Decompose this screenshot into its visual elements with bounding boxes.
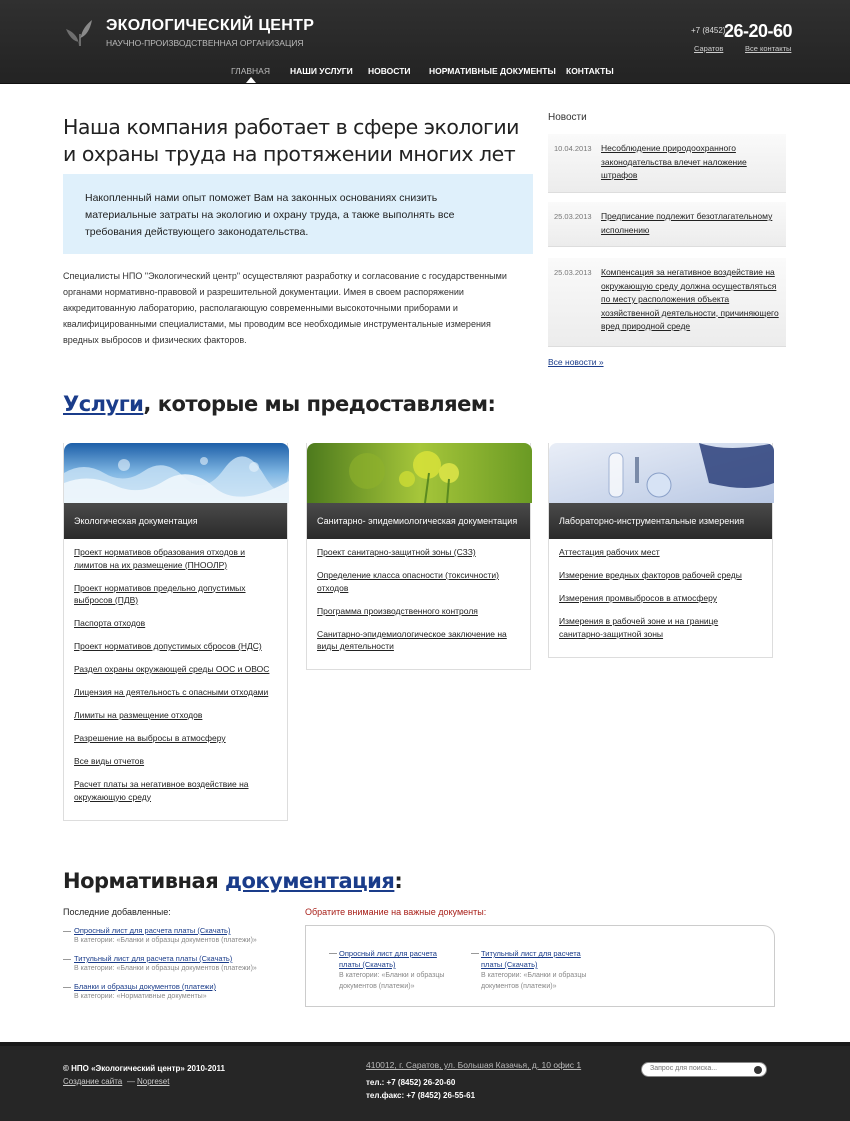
list-item	[74, 778, 277, 803]
nav-item-services[interactable]: НАШИ УСЛУГИ	[290, 66, 353, 76]
list-item	[339, 948, 459, 992]
service-link[interactable]: Разрешение на выбросы в атмосферу	[74, 733, 226, 743]
dash-icon	[63, 959, 71, 960]
plant-image	[307, 443, 532, 503]
doc-category: В категории: «Бланки и образцы документов (платежи)»	[481, 972, 587, 990]
list-item	[74, 663, 277, 676]
list-item	[559, 615, 762, 640]
site-creation-link[interactable]: Создание сайта	[63, 1077, 123, 1086]
site-header	[0, 0, 850, 84]
list-item	[317, 569, 520, 594]
docs-heading-text: Нормативная	[63, 869, 226, 893]
service-link[interactable]: Все виды отчетов	[74, 756, 145, 766]
news-heading: Новости	[548, 112, 587, 123]
logo-subtitle: НАУЧНО-ПРОИЗВОДСТВЕННАЯ ОРГАНИЗАЦИЯ	[106, 38, 304, 48]
list-item	[74, 732, 277, 745]
service-link[interactable]: Лимиты на размещение отходов	[74, 710, 203, 720]
list-item	[74, 617, 277, 630]
news-item	[548, 134, 786, 193]
all-contacts-link[interactable]: Все контакты	[745, 44, 792, 53]
news-item	[548, 258, 786, 347]
list-item	[74, 582, 277, 607]
list-item	[74, 546, 277, 571]
service-link[interactable]: Измерения в рабочей зоне и на границе санитарно-защитной зоны	[559, 616, 719, 639]
list-item	[481, 948, 601, 992]
doc-link[interactable]: Титульный лист для расчета платы (Скачать)	[481, 949, 581, 969]
news-link[interactable]: Компенсация за негативное воздействие на окружающую среду должна осуществляться по месту расположения объекта хозяйственной деятельности, причиняющего вред природной среде	[601, 267, 779, 331]
list-item	[317, 546, 520, 559]
nav-item-contacts[interactable]: КОНТАКТЫ	[566, 66, 614, 76]
service-list	[549, 539, 772, 657]
list-item	[74, 709, 277, 722]
all-news-link[interactable]: Все новости »	[548, 357, 604, 367]
important-docs-box	[305, 925, 775, 1007]
phone-text: тел.: +7 (8452) 26-20-60	[366, 1078, 456, 1087]
nav-item-documents[interactable]: НОРМАТИВНЫЕ ДОКУМЕНТЫ	[429, 66, 556, 76]
list-item	[74, 686, 277, 699]
service-link[interactable]: Проект нормативов образования отходов и лимитов на их размещение (ПНООЛР)	[74, 547, 246, 570]
dash-icon	[329, 953, 337, 954]
docs-heading	[63, 869, 402, 893]
services-heading	[63, 392, 495, 416]
service-link[interactable]: Измерение вредных факторов рабочей среды	[559, 570, 742, 580]
list-item	[317, 605, 520, 618]
service-card-heading: Лабораторно-инструментальные измерения	[549, 503, 772, 539]
phone-code: +7 (8452)	[691, 26, 726, 35]
service-link[interactable]: Аттестация рабочих мест	[559, 547, 660, 557]
page-title: Наша компания работает в сфере экологии и охраны труда на протяжении многих лет	[63, 115, 519, 166]
service-card-ecology	[63, 443, 288, 821]
news-link[interactable]: Несоблюдение природоохранного законодательства влечет наложение штрафов	[601, 143, 747, 180]
news-date: 25.03.2013	[554, 212, 592, 221]
doc-link[interactable]: Опросный лист для расчета платы (Скачать)	[339, 949, 437, 969]
fax-text: тел.факс: +7 (8452) 26-55-61	[366, 1091, 476, 1100]
service-link[interactable]: Измерения промвыбросов в атмосферу	[559, 593, 717, 603]
highlight-box: Накопленный нами опыт поможет Вам на законных основаниях снизить материальные затраты на экологию и охрану труда, а также выполнять все требования действующего законодательства.	[63, 174, 533, 254]
nav-item-news[interactable]: НОВОСТИ	[368, 66, 411, 76]
service-link[interactable]: Проект нормативов допустимых сбросов (НДС)	[74, 641, 262, 651]
doc-category: В категории: «Бланки и образцы документов (платежи)»	[74, 965, 257, 972]
news-link[interactable]: Предписание подлежит безотлагательному исполнению	[601, 211, 773, 235]
services-heading-link[interactable]: Услуги	[63, 392, 144, 416]
copyright: © НПО «Экологический центр» 2010-2011	[63, 1064, 225, 1073]
service-card-heading: Экологическая документация	[64, 503, 287, 539]
service-link[interactable]: Определение класса опасности (токсичности) отходов	[317, 570, 499, 593]
docs-heading-link[interactable]: документация	[225, 869, 395, 893]
doc-category: В категории: «Бланки и образцы документов (платежи)»	[339, 972, 445, 990]
news-date: 25.03.2013	[554, 268, 592, 277]
service-link[interactable]: Программа производственного контроля	[317, 605, 478, 616]
phone-number: 26-20-60	[724, 21, 793, 41]
main-nav	[0, 64, 850, 84]
logo-title[interactable]: ЭКОЛОГИЧЕСКИЙ ЦЕНТР	[106, 17, 315, 34]
dash-icon	[63, 931, 71, 932]
service-list	[64, 539, 287, 820]
doc-category: В категории: «Бланки и образцы документов (платежи)»	[74, 937, 257, 944]
leaf-logo-icon[interactable]	[62, 14, 98, 50]
search-input[interactable]	[650, 1065, 750, 1072]
service-card-heading: Санитарно- эпидемиологическая документация	[307, 503, 530, 539]
service-link[interactable]: Проект санитарно-защитной зоны (СЗЗ)	[317, 547, 476, 557]
list-item	[559, 569, 762, 582]
active-nav-indicator	[246, 77, 256, 83]
water-image	[64, 443, 289, 503]
service-card-sanitary	[306, 443, 531, 670]
intro-text: Специалисты НПО "Экологический центр" осуществляют разработку и согласование с государственными органами нормативно-правовой и разрешительной документации. Имея в своем распоряжении аккредитованную лабораторию, располагающую современными высокоточными приборами и квалифицированными специалистами, мы проводим все необходимые инструментальные измерения вредных выбросов и физических факторов.	[63, 271, 507, 345]
service-link[interactable]: Лицензия на деятельность с опасными отходами	[74, 687, 269, 697]
service-card-laboratory	[548, 443, 773, 658]
service-link[interactable]: Расчет платы за негативное воздействие на окружающую среду	[74, 779, 249, 802]
list-item	[559, 592, 762, 605]
list-item	[74, 640, 277, 653]
search-icon[interactable]	[754, 1066, 762, 1074]
city-link[interactable]: Саратов	[694, 44, 724, 53]
developer-link[interactable]: Nopreset	[137, 1077, 170, 1086]
service-link[interactable]: Проект нормативов предельно допустимых выбросов (ПДВ)	[74, 582, 246, 605]
dash-icon	[63, 987, 71, 988]
site-footer	[0, 1042, 850, 1121]
dash-icon	[471, 953, 479, 954]
important-label: Обратите внимание на важные документы:	[305, 907, 487, 917]
doc-link[interactable]: Бланки и образцы документов (платежи)	[74, 982, 217, 991]
news-item	[548, 202, 786, 247]
list-item	[74, 755, 277, 768]
nav-item-home[interactable]: ГЛАВНАЯ	[231, 66, 270, 76]
service-link[interactable]: Санитарно-эпидемиологическое заключение на виды деятельности	[317, 628, 507, 651]
laboratory-image	[549, 443, 774, 503]
news-date: 10.04.2013	[554, 144, 592, 153]
list-item	[317, 628, 520, 653]
search-form	[641, 1062, 767, 1077]
list-item	[559, 546, 762, 559]
recent-label: Последние добавленные:	[63, 907, 171, 917]
docs-heading-colon: :	[394, 869, 403, 893]
separator: —	[127, 1077, 135, 1086]
address-link[interactable]: 410012, г. Саратов, ул. Большая Казачья, д. 10 офис 1	[366, 1060, 582, 1070]
doc-category: В категории: «Нормативные документы»	[74, 993, 207, 1000]
service-list	[307, 539, 530, 669]
service-link[interactable]: Паспорта отходов	[74, 618, 146, 628]
doc-link[interactable]: Опросный лист для расчета платы (Скачать)	[74, 926, 231, 935]
service-link[interactable]: Раздел охраны окружающей среды ООС и ОВОС	[74, 664, 270, 674]
doc-link[interactable]: Титульный лист для расчета платы (Скачать)	[74, 954, 233, 963]
services-heading-text: , которые мы предоставляем:	[143, 392, 496, 416]
